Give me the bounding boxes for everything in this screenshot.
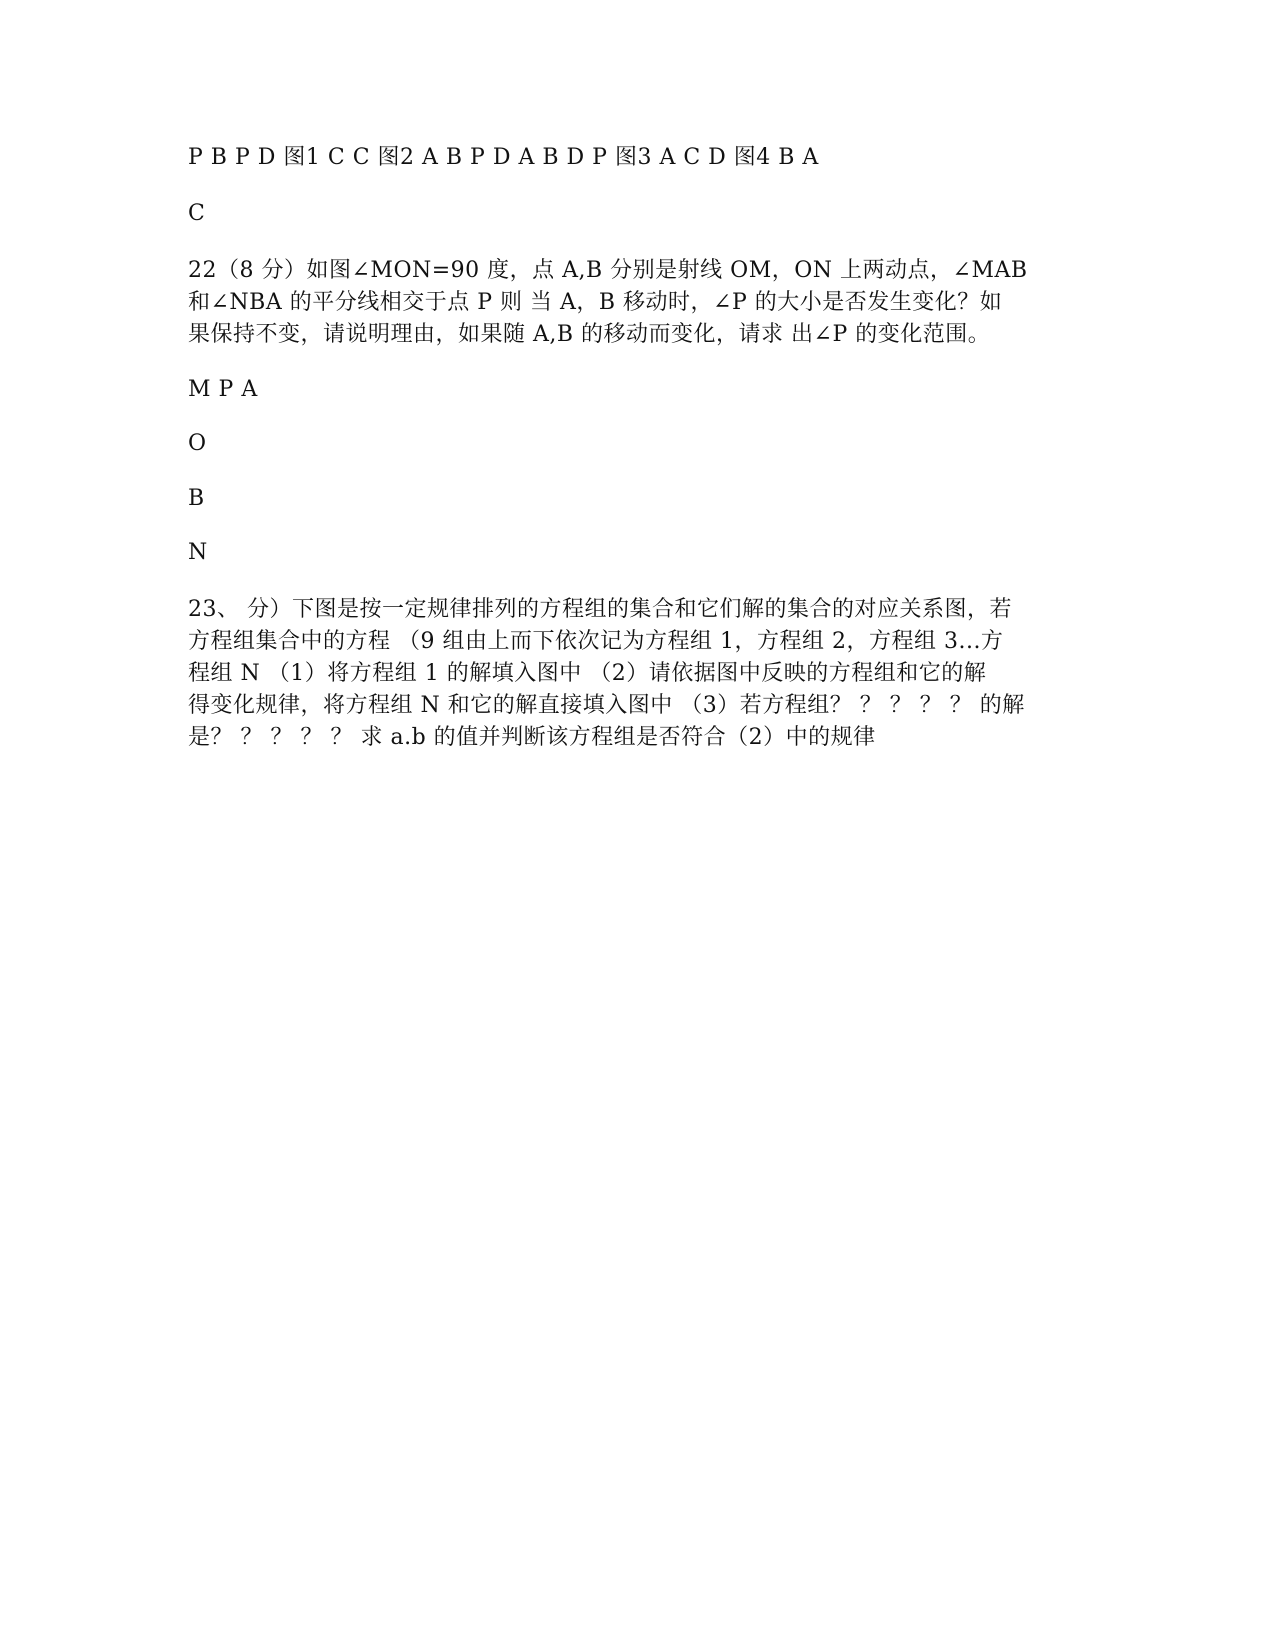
question-23-line: 得变化规律，将方程组 N 和它的解直接填入图中 （3）若方程组？ ？ ？ ？ ？ 的解: [188, 693, 1025, 718]
question-23-line: 程组 N （1）将方程组 1 的解填入图中 （2）请依据图中反映的方程组和它的解: [188, 661, 987, 686]
question-22-line: 果保持不变，请说明理由，如果随 A,B 的移动而变化，请求 出∠P 的变化范围。: [188, 322, 991, 347]
answer-line: P B P D 图1 C C 图2 A B P D A B D P 图3 A C D 图4 B A: [188, 145, 819, 170]
question-23-line: 方程组集合中的方程 （9 组由上而下依次记为方程组 1，方程组 2，方程组 3...方: [188, 629, 1004, 654]
question-22: [188, 255, 1088, 351]
figure-label-mpa: M P A: [188, 377, 258, 402]
question-22-line: 22（8 分）如图∠MON=90 度，点 A,B 分别是射线 OM，ON 上两动点，∠MAB: [188, 258, 1028, 283]
question-22-line: 和∠NBA 的平分线相交于点 P 则 当 A，B 移动时，∠P 的大小是否发生变化？如: [188, 290, 1003, 315]
question-23-line: 是？ ？ ？ ？ ？ 求 a.b 的值并判断该方程组是否符合（2）中的规律: [188, 725, 876, 750]
figure-label-n: N: [188, 540, 208, 565]
question-23-line: 23、 分）下图是按一定规律排列的方程组的集合和它们解的集合的对应关系图，若: [188, 597, 1012, 622]
figure-label-o: O: [188, 431, 207, 456]
question-23: [188, 594, 1088, 754]
answer-line-continued: C: [188, 201, 206, 226]
figure-label-b: B: [188, 486, 205, 511]
